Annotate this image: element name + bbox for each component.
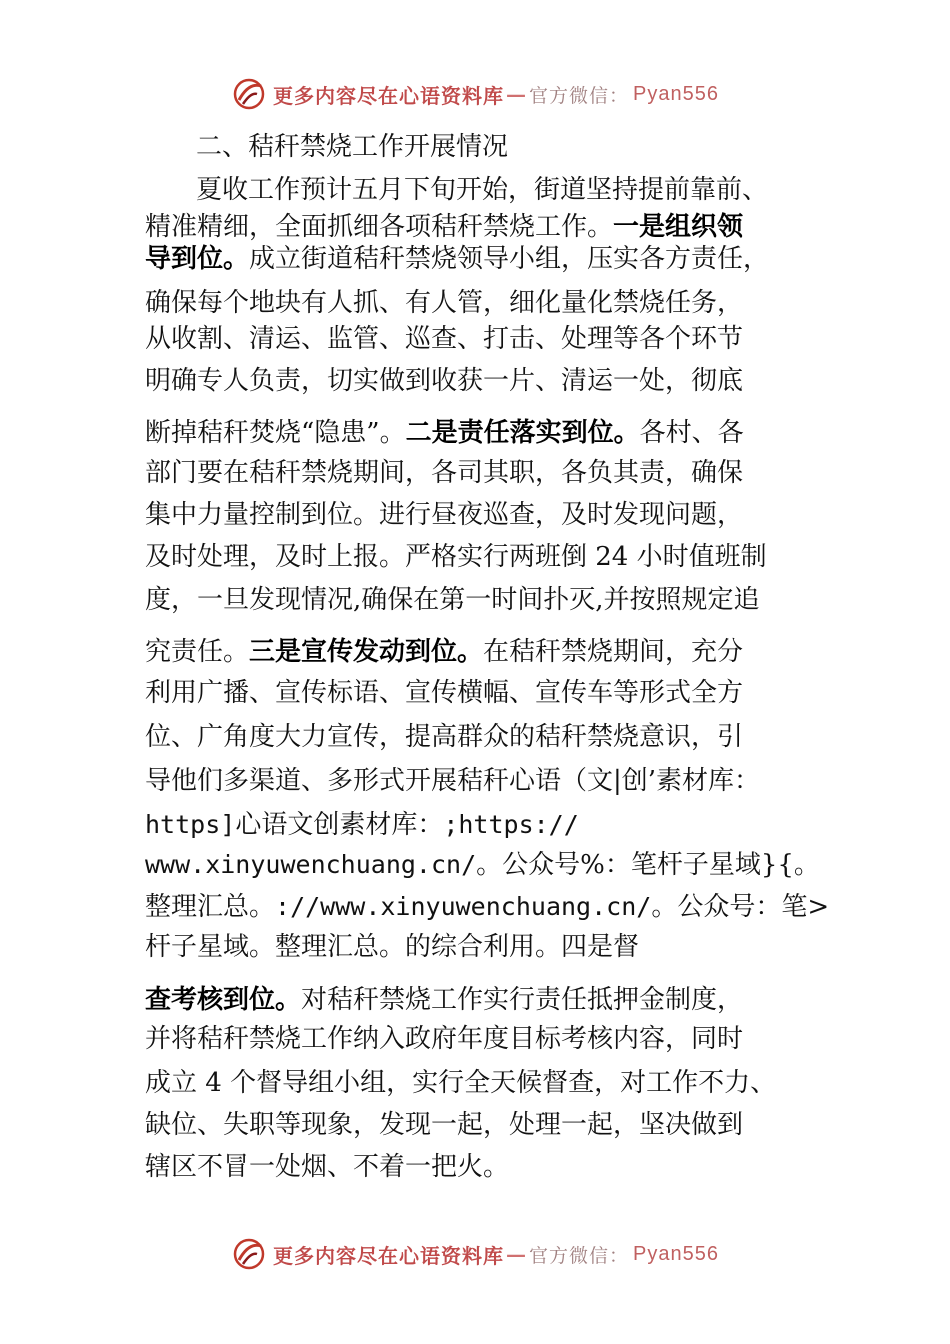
paragraph-line <box>145 637 743 668</box>
text-segment: 位、广角度大力宣传，提高群众的秸秆禁烧意识，引 <box>145 722 744 752</box>
paragraph-line <box>145 324 743 355</box>
paragraph-line <box>145 722 743 753</box>
watermark-logo-icon <box>231 76 267 112</box>
bold-key-phrase: 三是宣传发动到位。 <box>249 637 484 667</box>
text-segment: 夏收工作预计五月下旬开始，街道坚持提前靠前、 <box>196 175 769 205</box>
text-segment: 断掉秸秆焚烧“隐患”。 <box>145 418 406 448</box>
text-segment: 心语文创素材库： <box>235 810 444 840</box>
text-segment: 成立街道秸秆禁烧领导小组，压实各方责任， <box>249 244 770 274</box>
text-segment: 杆子星域。整理汇总。的综合利用。四是督 <box>145 932 640 962</box>
paragraph-line <box>145 500 743 531</box>
section-heading: 二、秸秆禁烧工作开展情况 <box>196 132 509 162</box>
text-segment: 对秸秆禁烧工作实行责任抵押金制度， <box>301 985 744 1015</box>
text-segment: ;https:// <box>443 810 579 839</box>
paragraph-line <box>145 1152 509 1183</box>
text-segment: www.xinyuwenchuang.cn/ <box>145 850 477 879</box>
paragraph-line <box>145 542 767 573</box>
watermark-separator: — <box>506 82 527 106</box>
bold-key-phrase: 导到位。 <box>145 244 250 274</box>
watermark-header <box>0 72 950 116</box>
paragraph-line <box>145 766 760 797</box>
watermark-text: 更多内容尽在心语资料库 <box>273 1243 504 1268</box>
paragraph-line <box>145 1024 743 1055</box>
paragraph-line <box>145 418 744 449</box>
watermark-text: 更多内容尽在心语资料库 <box>273 83 504 108</box>
text-segment: 集中力量控制到位。进行昼夜巡查，及时发现问题， <box>145 500 744 530</box>
text-segment: 导他们多渠道、多形式开展秸秆心语（文|创’素材库： <box>145 766 761 796</box>
text-segment: 究责任。 <box>145 637 250 667</box>
paragraph-line <box>196 175 768 206</box>
paragraph-line <box>145 678 743 709</box>
text-segment: 利用广播、宣传标语、宣传横幅、宣传车等形式全方 <box>145 678 744 708</box>
text-segment: 度，一旦发现情况,确保在第一时间扑灭,并按照规定追 <box>145 585 760 615</box>
watermark-wechat-label: 官方微信： <box>529 1244 630 1267</box>
text-segment: 成立 4 个督导组小组，实行全天候督查，对工作不力、 <box>145 1068 777 1098</box>
paragraph-line <box>145 850 820 881</box>
text-segment: 辖区不冒一处烟、不着一把火。 <box>145 1152 510 1182</box>
text-segment: 在秸秆禁烧期间，充分 <box>483 637 744 667</box>
watermark-wechat-id: Pyan556 <box>633 1242 719 1265</box>
text-segment: 。公众号：笔> <box>651 892 830 922</box>
paragraph-line <box>145 1110 743 1141</box>
text-segment: 从收割、清运、监管、巡查、打击、处理等各个环节 <box>145 324 744 354</box>
paragraph-line <box>145 458 743 489</box>
text-segment: 部门要在秸秆禁烧期间，各司其职，各负其责，确保 <box>145 458 744 488</box>
watermark-logo-icon <box>231 1236 267 1272</box>
text-segment: 各村、各 <box>639 418 744 448</box>
bold-key-phrase: 查考核到位。 <box>145 985 302 1015</box>
text-segment: 明确专人负责，切实做到收获一片、清运一处，彻底 <box>145 366 744 396</box>
text-segment: 缺位、失职等现象，发现一起，处理一起，坚决做到 <box>145 1110 744 1140</box>
watermark-wechat-label: 官方微信： <box>529 84 630 107</box>
paragraph-line <box>145 932 639 963</box>
text-segment: ://www.xinyuwenchuang.cn/ <box>275 892 652 921</box>
paragraph-line <box>145 985 743 1016</box>
text-segment: 。公众号%：笔杆子星域}{。 <box>476 850 820 880</box>
paragraph-line <box>145 288 743 319</box>
watermark-wechat-id: Pyan556 <box>633 82 719 105</box>
paragraph-line <box>145 585 760 616</box>
bold-key-phrase: 一是组织领 <box>613 212 744 242</box>
watermark-separator: — <box>506 1242 527 1266</box>
bold-key-phrase: 二是责任落实到位。 <box>405 418 640 448</box>
text-segment: 精准精细，全面抓细各项秸秆禁烧工作。 <box>145 212 614 242</box>
text-segment: 并将秸秆禁烧工作纳入政府年度目标考核内容，同时 <box>145 1024 744 1054</box>
text-segment: 及时处理，及时上报。严格实行两班倒 24 小时值班制 <box>145 542 767 572</box>
paragraph-line <box>145 892 829 923</box>
paragraph-line <box>145 1068 776 1099</box>
paragraph-line <box>145 366 743 397</box>
text-segment: 确保每个地块有人抓、有人管，细化量化禁烧任务， <box>145 288 744 318</box>
paragraph-line <box>145 212 743 243</box>
paragraph-line <box>145 810 579 841</box>
paragraph-line <box>145 244 769 275</box>
text-segment: https] <box>145 810 236 839</box>
text-segment: 整理汇总。 <box>145 892 276 922</box>
watermark-footer <box>0 1232 950 1276</box>
